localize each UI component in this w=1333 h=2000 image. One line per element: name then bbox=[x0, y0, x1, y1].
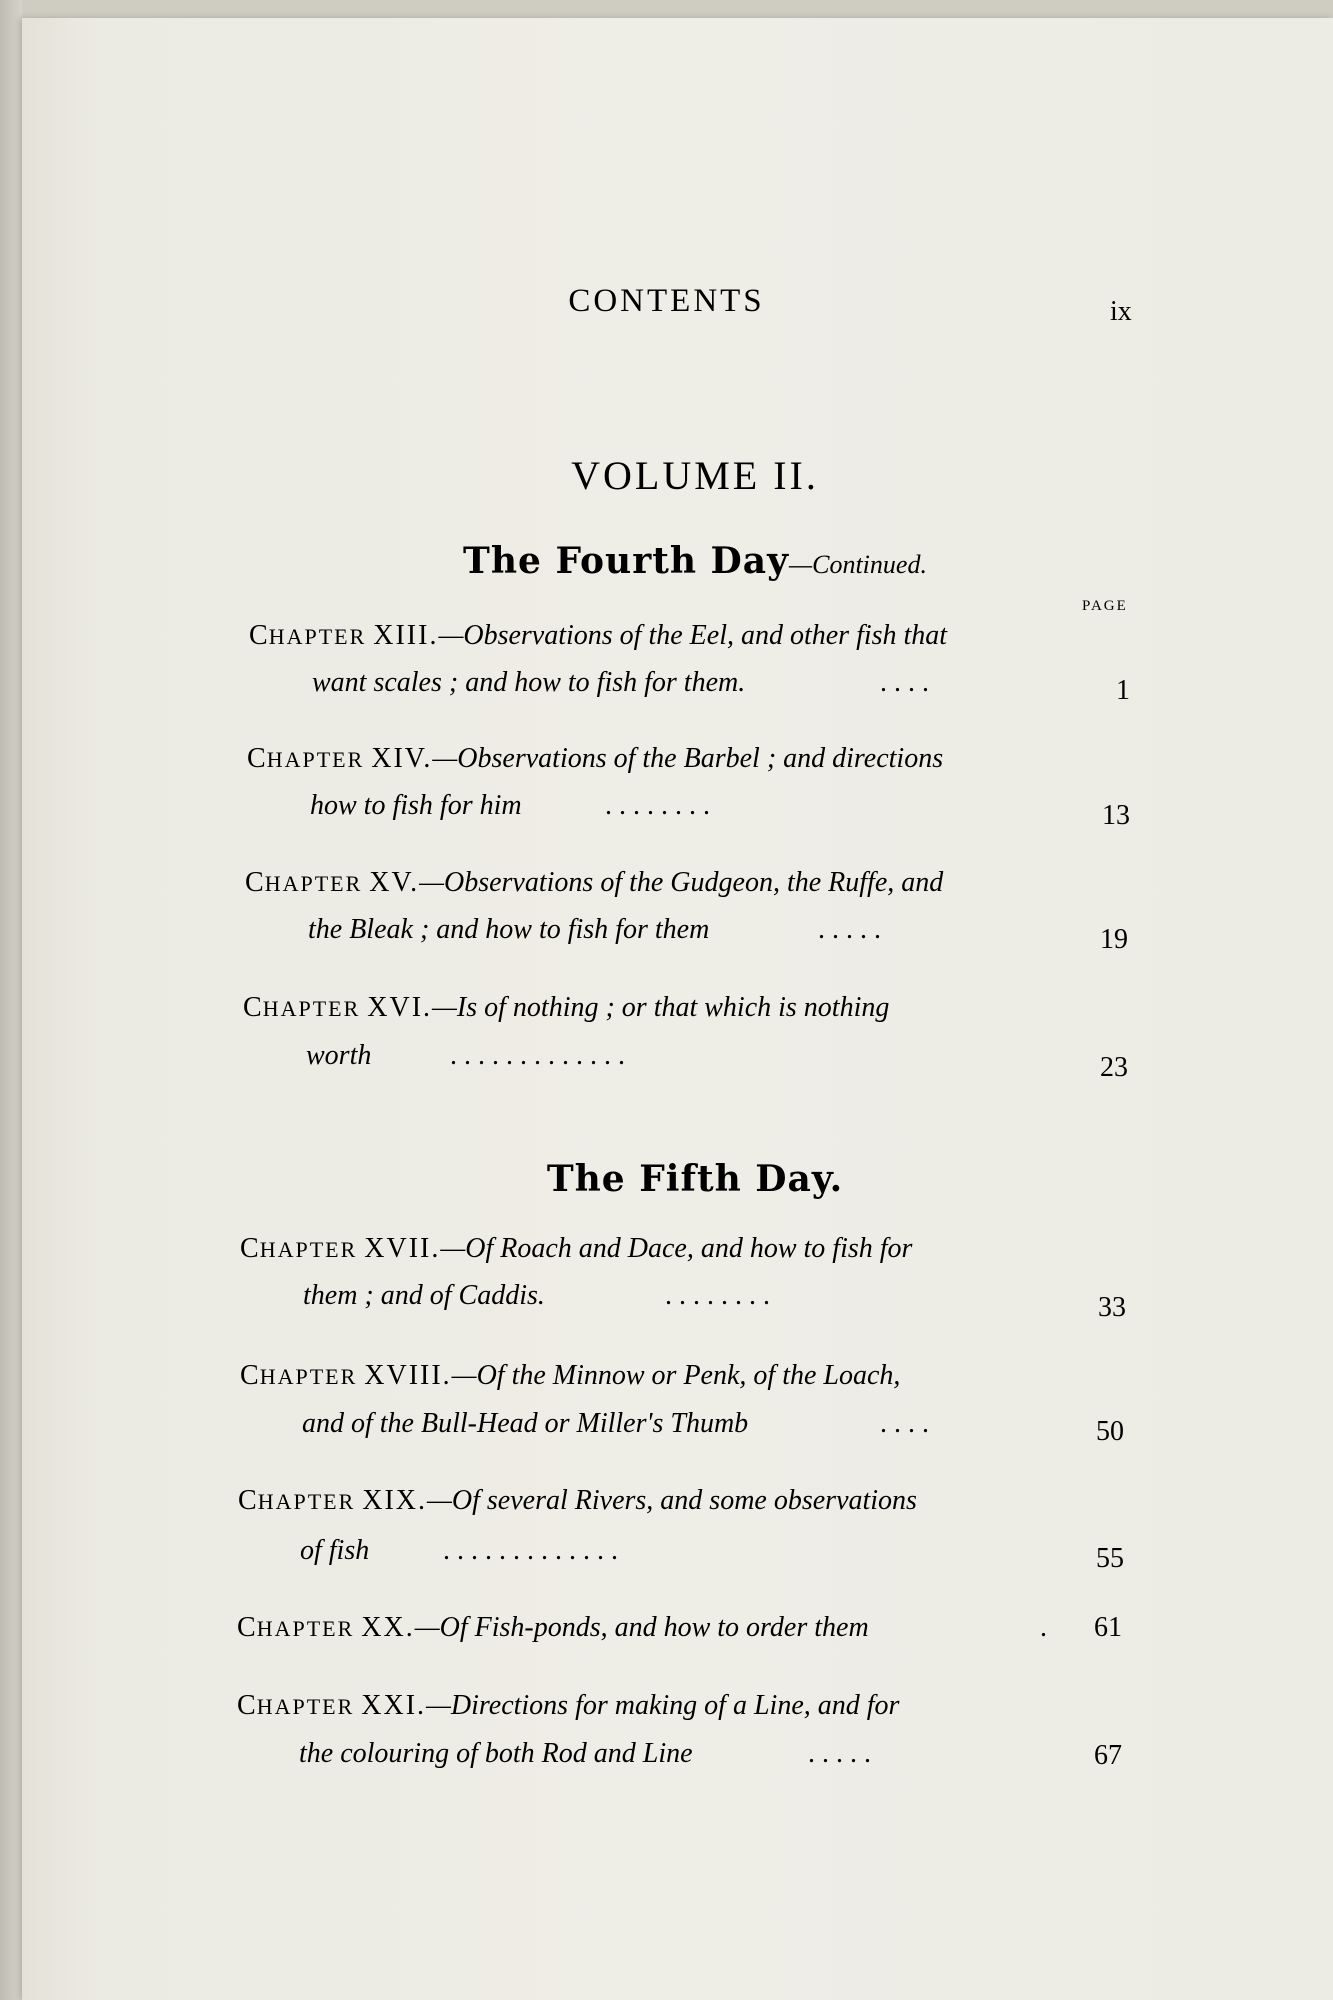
chapter-number: XXI. bbox=[361, 1690, 427, 1721]
toc-entry-line-2: the Bleak ; and how to fish for them bbox=[308, 914, 710, 945]
dot-leader: . . . . bbox=[880, 1408, 929, 1439]
chapter-number: XIV. bbox=[371, 743, 433, 774]
page-number: 23 bbox=[1100, 1052, 1128, 1083]
toc-entry-line-2: and of the Bull-Head or Miller's Thumb bbox=[302, 1408, 749, 1439]
dot-leader: . . . . . . . . bbox=[605, 790, 710, 821]
chapter-title: —Of the Minnow or Penk, of the Loach, bbox=[451, 1360, 901, 1391]
chapter-title: —Observations of the Gudgeon, the Ruffe, and bbox=[419, 867, 944, 898]
chapter-label: CHAPTER bbox=[243, 992, 361, 1023]
toc-entry-line-1 bbox=[249, 620, 947, 652]
chapter-number: XIII. bbox=[373, 620, 439, 651]
page-number: 55 bbox=[1096, 1543, 1124, 1574]
chapter-label: CHAPTER bbox=[240, 1233, 358, 1264]
page-number: 50 bbox=[1096, 1416, 1124, 1447]
dot-leader: . . . . . . . . . . . . . bbox=[443, 1535, 618, 1566]
chapter-number: XVII. bbox=[364, 1233, 441, 1264]
dot-leader: . . . . . . . . . . . . . bbox=[450, 1040, 625, 1071]
toc-entry-line-2: of fish bbox=[300, 1535, 370, 1566]
page-number: 1 bbox=[1116, 675, 1130, 706]
chapter-label: CHAPTER bbox=[240, 1360, 358, 1391]
chapter-label: CHAPTER bbox=[237, 1690, 355, 1721]
dot-leader: . bbox=[1040, 1612, 1047, 1643]
section-heading-continued: —Continued. bbox=[789, 550, 927, 579]
toc-entry-line-2: worth bbox=[306, 1040, 372, 1071]
toc-entry-line-1 bbox=[240, 1233, 912, 1265]
toc-entry-line-2: want scales ; and how to fish for them. bbox=[312, 667, 746, 698]
chapter-title: —Of Roach and Dace, and how to fish for bbox=[440, 1233, 913, 1264]
chapter-number: XX. bbox=[361, 1612, 415, 1643]
running-title: CONTENTS bbox=[568, 283, 765, 319]
page-number: 33 bbox=[1098, 1292, 1126, 1323]
toc-entry-line-2: them ; and of Caddis. bbox=[303, 1280, 545, 1311]
page-number: 19 bbox=[1100, 924, 1128, 955]
section-heading-fourth-day bbox=[0, 540, 1333, 582]
page-column-label: PAGE bbox=[1082, 598, 1128, 614]
page-number: 67 bbox=[1094, 1740, 1122, 1771]
chapter-title: —Observations of the Barbel ; and directions bbox=[432, 743, 944, 774]
chapter-title: —Is of nothing ; or that which is nothing bbox=[432, 992, 890, 1023]
chapter-label: CHAPTER bbox=[238, 1485, 356, 1516]
chapter-title: —Of several Rivers, and some observations bbox=[427, 1485, 917, 1516]
page-number: 61 bbox=[1094, 1612, 1122, 1643]
chapter-number: XIX. bbox=[362, 1485, 428, 1516]
chapter-title: —Of Fish-ponds, and how to order them bbox=[414, 1612, 869, 1643]
chapter-label: CHAPTER bbox=[249, 620, 367, 651]
chapter-number: XV. bbox=[369, 867, 420, 898]
toc-entry-line-2: the colouring of both Rod and Line bbox=[299, 1738, 693, 1769]
chapter-number: XVI. bbox=[367, 992, 433, 1023]
section-heading-fifth-day bbox=[0, 1158, 1333, 1200]
dot-leader: . . . . bbox=[880, 667, 929, 698]
toc-entry-line-1 bbox=[245, 867, 943, 899]
page-folio: ix bbox=[1110, 296, 1132, 327]
section-heading-text: The Fourth Day bbox=[463, 540, 789, 582]
toc-entry-line-1 bbox=[240, 1360, 900, 1392]
toc-entry-line-1 bbox=[237, 1612, 869, 1644]
dot-leader: . . . . . bbox=[808, 1738, 871, 1769]
chapter-label: CHAPTER bbox=[237, 1612, 355, 1643]
chapter-title: —Directions for making of a Line, and for bbox=[426, 1690, 900, 1721]
toc-entry-line-1 bbox=[237, 1690, 899, 1722]
chapter-number: XVIII. bbox=[364, 1360, 452, 1391]
toc-entry-line-1 bbox=[238, 1485, 917, 1517]
toc-entry-line-2: how to fish for him bbox=[310, 790, 522, 821]
toc-entry-line-1 bbox=[243, 992, 889, 1024]
volume-title: VOLUME II. bbox=[571, 453, 819, 498]
dot-leader: . . . . . . . . bbox=[665, 1280, 770, 1311]
section-heading-text: The Fifth Day. bbox=[546, 1158, 844, 1200]
dot-leader: . . . . . bbox=[818, 914, 881, 945]
chapter-title: —Observations of the Eel, and other fish that bbox=[438, 620, 948, 651]
chapter-label: CHAPTER bbox=[247, 743, 365, 774]
page-number: 13 bbox=[1102, 800, 1130, 831]
chapter-label: CHAPTER bbox=[245, 867, 363, 898]
toc-entry-line-1 bbox=[247, 743, 943, 775]
